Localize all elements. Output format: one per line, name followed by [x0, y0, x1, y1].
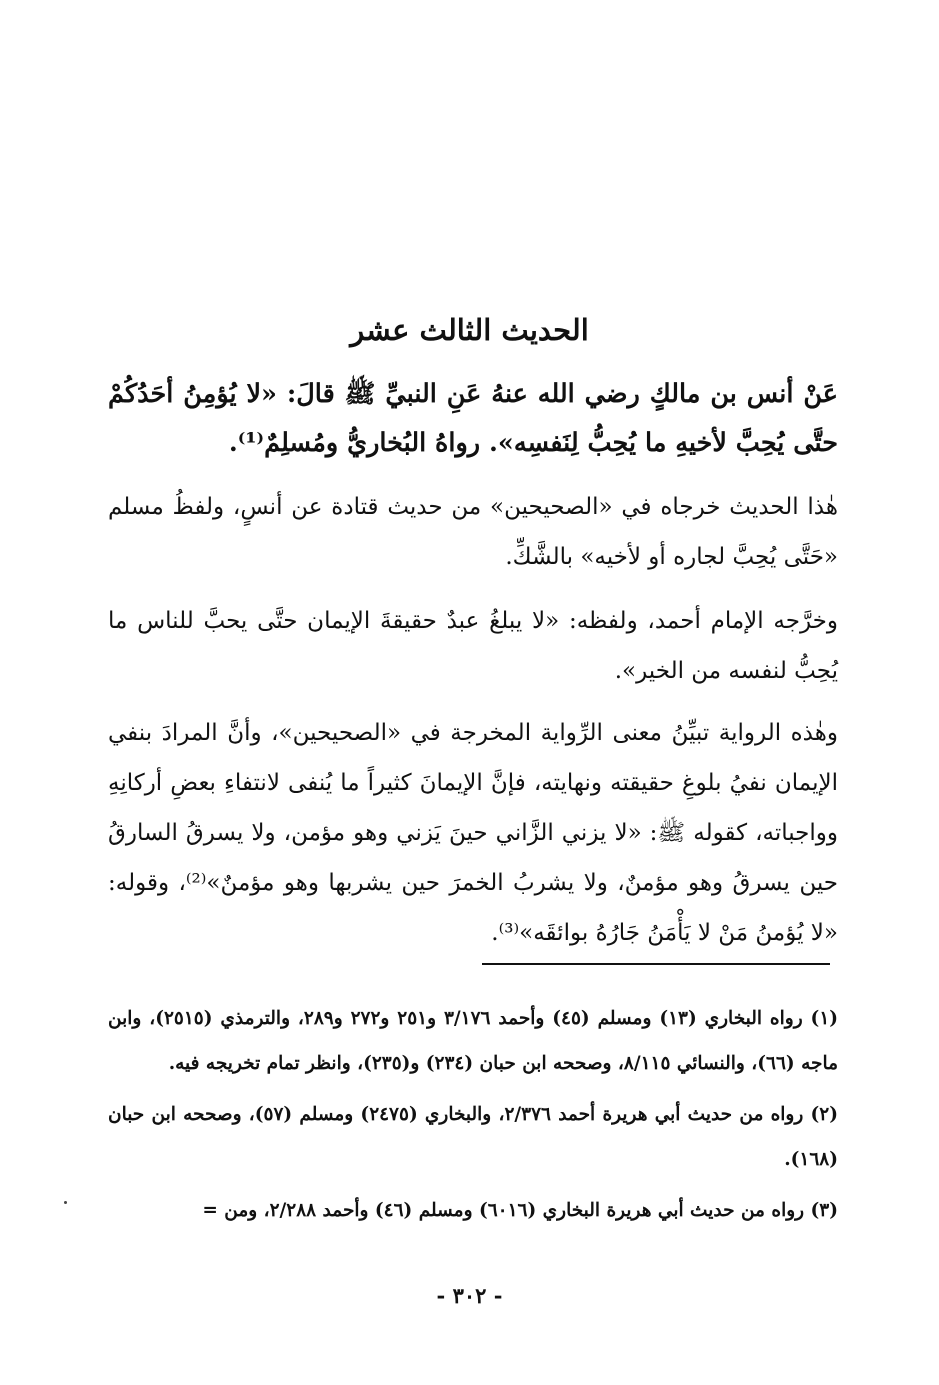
commentary-paragraph-1: هٰذا الحديث خرجاه في «الصحيحين» من حديث قتادة عن أنسٍ، ولفظُ مسلم «حَتَّى يُحِبَّ لجاره أو لأخيه» بالشَّكِّ.	[108, 494, 838, 570]
scan-speck	[64, 1201, 67, 1204]
footnote-separator	[482, 963, 830, 965]
footnote-1: (١) رواه البخاري (١٣) ومسلم (٤٥) وأحمد ٣/١٧٦ و٢٥١ و٢٧٢ و٢٨٩، والترمذي (٢٥١٥)، وابن ماجه (٦٦)، والنسائي ٨/١١٥، وصححه ابن حبان (٢٣٤) و(٢٣٥)، وانظر تمام تخريجه فيه.	[108, 1008, 839, 1074]
page-number: - ٣٠٢ -	[436, 1283, 503, 1308]
footnote-3: (٣) رواه من حديث أبي هريرة البخاري (٦٠١٦) ومسلم (٤٦) وأحمد ٢/٢٨٨، ومن =	[202, 1200, 838, 1221]
hadith-heading: الحديث الثالث عشر	[350, 313, 589, 347]
hadith-text: عَنْ أنس بن مالكٍ رضي الله عنهُ عَنِ النبيِّ ﷺ قالَ: «لا يُؤمِنُ أحَدُكُمْ حتَّى يُحِبَّ لأخيهِ ما يُحِبُّ لِنَفسِه». رواهُ البُخاريُّ ومُسلِمٌ⁽¹⁾.	[108, 379, 838, 458]
footnotes	[108, 996, 838, 1239]
footnote-2: (٢) رواه من حديث أبي هريرة أحمد ٢/٣٧٦، والبخاري (٢٤٧٥) ومسلم (٥٧)، وصححه ابن حبان (١٦٨).	[108, 1104, 838, 1170]
commentary-paragraph-3: وهٰذه الرواية تبيِّنُ معنى الرِّواية المخرجة في «الصحيحين»، وأنَّ المرادَ بنفي الإيمان نفيُ بلوغِ حقيقته ونهايته، فإنَّ الإيمانَ كثيراً ما يُنفى لانتفاءِ بعضِ أركانِهِ وواجباته، كقوله ﷺ: «لا يزني الزَّاني حينَ يَزني وهو مؤمن، ولا يسرقُ السارقُ حين يسرقُ وهو مؤمنٌ، ولا يشربُ الخمرَ حين يشربها وهو مؤمنٌ»⁽²⁾، وقوله: «لا يُؤمنُ مَنْ لا يَأْمَنُ جَارُهُ بوائقَه»⁽³⁾.	[108, 720, 838, 946]
commentary-paragraph-2: وخرَّجه الإمام أحمد، ولفظه: «لا يبلغُ عبدٌ حقيقةَ الإيمان حتَّى يحبَّ للناس ما يُحِبُّ لنفسه من الخير».	[108, 608, 838, 684]
